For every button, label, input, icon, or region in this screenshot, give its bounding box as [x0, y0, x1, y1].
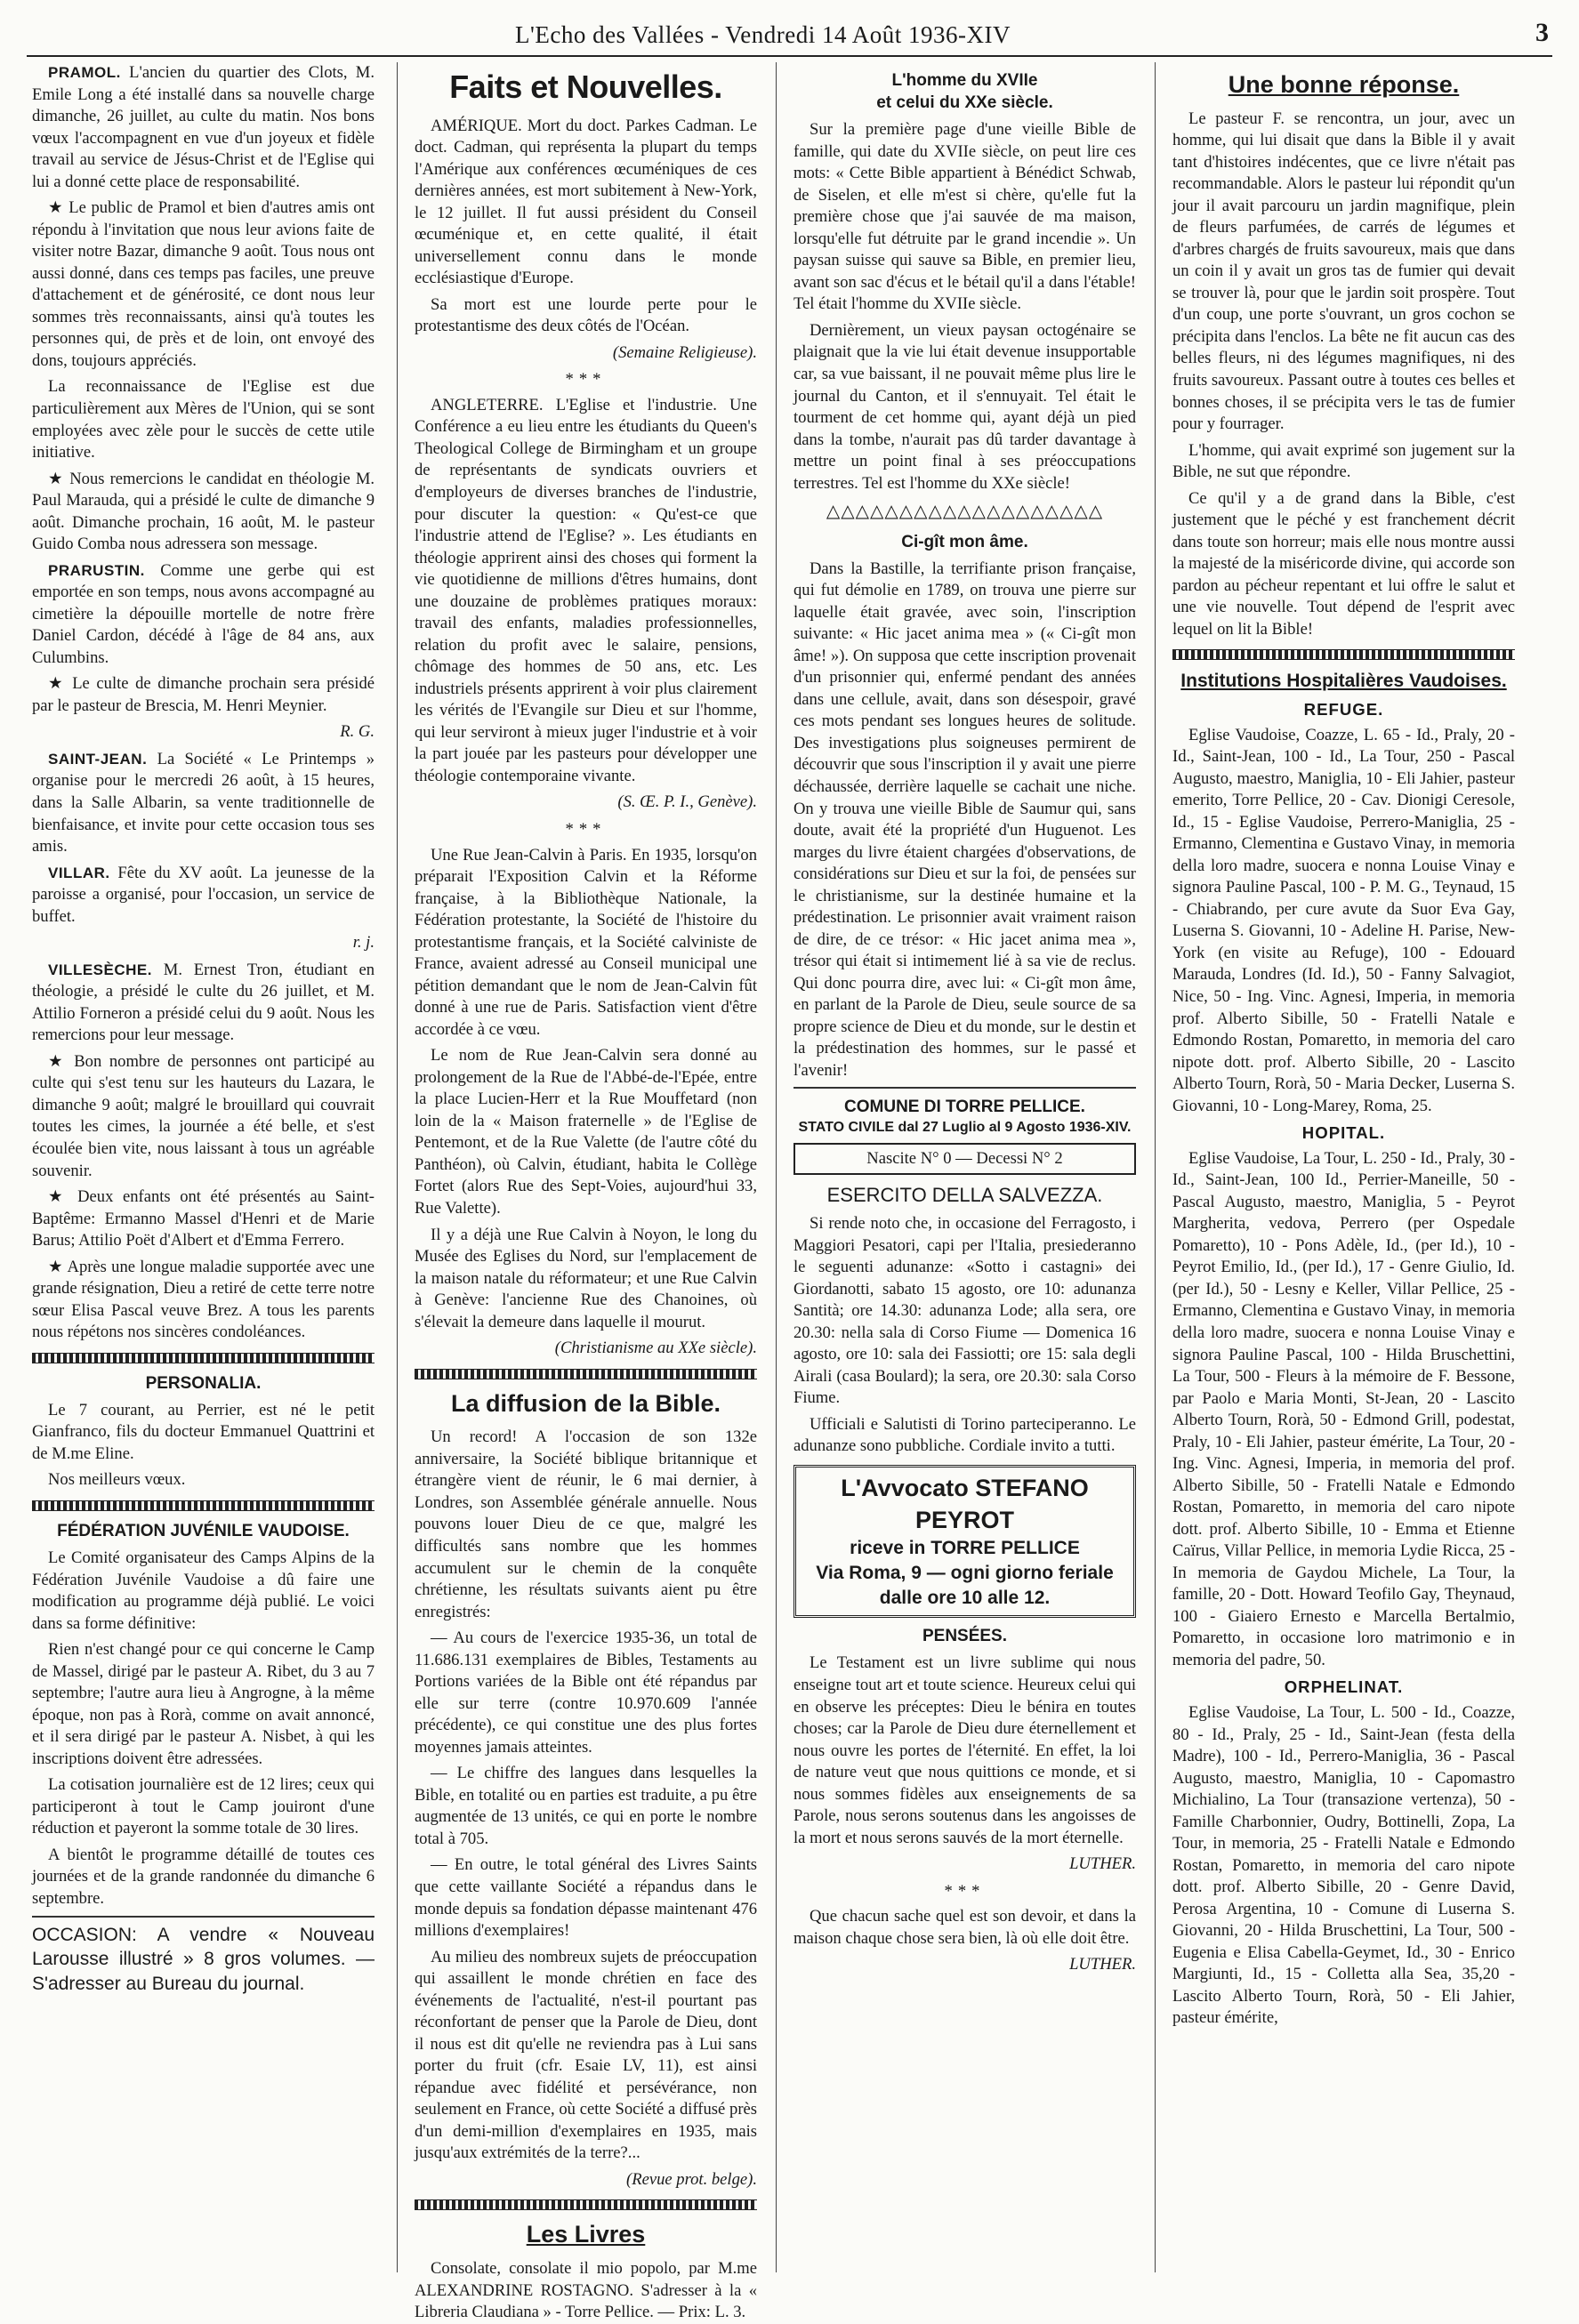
column-rule — [397, 62, 398, 2272]
pensees-text: Le Testament est un livre sublime qui nous enseigne tout art et toute science. Heureux celui qui en observe les préceptes: Dieu le bénira en toutes choses; car la Parole de Dieu dure éternellement et nous ouvre les portes de l'éternité. En effet, la loi de nature veut que nous quittions ce monde, et si nous sommes fidèles aux enseignements de sa Parole, nous serons soutenus dans les angoisses de la mort et nous serons sauvés de la mort éternelle. — [794, 1653, 1136, 1847]
reponse-text: L'homme, qui avait exprimé son jugement sur la Bible, ne sut que répondre. — [1172, 440, 1515, 482]
news-text: Comme une gerbe qui est emportée en son temps, nous avons accompagné au cimetière la dépouille mortelle de notre frère Daniel Cardon, décédé à l'âge de 84 ans, aux Culumbins. — [32, 560, 375, 667]
federation-text: Le Comité organisateur des Camps Alpins de la Fédération Juvénile Vaudoise a dû faire une modification au programme déjà publié. Le voici dans sa forme définitive: — [32, 1548, 375, 1633]
villeseche-news — [32, 960, 375, 1344]
amerique-text: AMÉRIQUE. Mort du doct. Parkes Cadman. Le doct. Cadman, qui représenta la plupart du temps l'Amérique aux conférences œcuméniques de ces dernières années, est mort subitement à New-York, le 12 juillet. Il fut aussi président du Conseil œcuménique et, en cette qualité, il était universellement connu dans le monde ecclésiastique d'Europe. — [415, 116, 757, 288]
reponse-heading: Une bonne réponse. — [1228, 71, 1460, 98]
amerique-text: Sa mort est une lourde perte pour le protestantisme des deux côtés de l'Océan. — [415, 294, 757, 336]
ornamental-separator — [415, 2199, 757, 2210]
column-rule — [1155, 62, 1156, 2272]
refuge-list: Eglise Vaudoise, Coazze, L. 65 - Id., Praly, 20 - Id., Saint-Jean, 100 - Id., La Tour, 250 - Pascal Augusto, maestro, Maniglia, 10 - Eli Jahier, pasteur emerito, Torre Pellice, 20 - Cav. Dionigi Ceresole, Id., 15 - Eglise Vaudoise, Perrero-Maniglia, 25 - Ermanno, Clementina e Gustavo Vinay, in memoria della loro madre, suocera e nonna Louise Vinay e signora Pauline Pascal, 100 - P. M. G., Teynaud, 15 - Chiabrando, per cure avute da Suor Eva Gay, Luserna S. Giovanni, 10 - Adeline H. Parise, New-York (en visite au Refuge), 100 - Edouard Marauda, Londres (Id. Id.), 50 - Fanny Salvagiot, Nice, 50 - Ing. Vinc. Agnesi, Imperia, in memoria prof. Alberto Sibille, 50 - Fratelli Natale e Edmondo Rostan, Pomaretto, in memoria del caro nipote dott. prof. Alberto Sibille, 20 - Lascito Alberto Tourn, Rorà, 50 - Maria Decker, Luserna S. Giovanni, 10 - Long-Marey, Roma, 25. — [1172, 725, 1515, 1115]
divider — [32, 1916, 375, 1918]
stars-separator: *** — [565, 370, 607, 390]
diffusion-text: Un record! A l'occasion de son 132e anniversaire, la Société biblique britannique et étrangère vient de réunir, le 6 mai dernier, à Londres, son Assemblée générale annuelle. Nous pouvons louer Dieu de ce que, malgré les difficultés sans nombre que les hommes accumulent sur le chemin de la conquête chrétienne, les résultats suivants aient pu être enregistrés: — [415, 1427, 757, 1621]
ornamental-separator — [32, 1500, 375, 1511]
federation-text: Rien n'est changé pour ce qui concerne le Camp de Massel, dirigé par le pasteur A. Ribet, du 3 au 7 septembre; l'autre aura lieu à Angrogne, à la même époque, non pas à Rorà, comme on avait annoncé, et il sera dirigé par le pasteur A. Nisbet, à qui les inscriptions doivent être adressées. — [32, 1640, 375, 1768]
divider — [794, 1087, 1136, 1089]
diffusion-text: Au milieu des nombreux sujets de préoccupation qui assaillent le monde chrétien en face des événements de l'actualité, n'est-il pourtant pas réconfortant de penser que la Parole de Dieu, dont il nous est dit qu'elle ne reviendra pas à Lui sans porter du fruit (cfr. Esaie LV, 11), est ainsi répandue avec fidélité et persévérance, non seulement en France, où cette Société a diffusé près d'un demi-million d'exemplaires en 1935, mais jusqu'aux extrémités de la terre?... — [415, 1947, 757, 2163]
news-text: Fête du XV août. La jeunesse de la paroisse a organisé, pour l'occasion, un service de buffet. — [32, 863, 375, 926]
homme-text: Sur la première page d'une vieille Bible de famille, qui date du XVIIe siècle, on peut lire ces mots: « Cette Bible appartient à Bénédict Schwab, de Siselen, et elle m'est si chère, qu'elle fut la première chose que j'ai sauvée de ma maison, lorsqu'elle fut détruite par le grand incendie ». Un paysan suisse qui sauve sa Bible, en premier lieu, avant son sac d'écus et le bétail qu'il a dans l'étable! Tel était l'homme du XVIIe siècle. — [794, 120, 1136, 314]
livres-heading: Les Livres — [526, 2221, 646, 2248]
signature: r. j. — [352, 933, 375, 953]
nascite-box: Nascite N° 0 — Decessi N° 2 — [794, 1143, 1136, 1176]
newspaper-title: L'Echo des Vallées - Vendredi 14 Août 1936-XIV — [514, 21, 1011, 48]
place-name: VILLESÈCHE. — [48, 961, 152, 978]
rue-calvin-text: Le nom de Rue Jean-Calvin sera donné au prolongement de la Rue de l'Abbé-de-l'Epée, entre la place Lucien-Herr et la Rue Mouffetard (non loin de la « Maison fraternelle » de l'Eglise de Pentemont, et de la Rue Valette (de l'autre côté du Panthéon), où Calvin, étudiant, habita le Collège Fortet (alors Rue des Sept-Voies, aujourd'hui 33, Rue Valette). — [415, 1046, 757, 1218]
place-name: PRAMOL. — [48, 64, 121, 81]
signature: LUTHER. — [1069, 1854, 1136, 1874]
cigit-heading: Ci-gît mon âme. — [901, 532, 1028, 551]
hopital-heading: HOPITAL. — [1301, 1123, 1386, 1143]
occasion-ad: OCCASION: A vendre « Nouveau Larousse illustré » 8 gros volumes. — S'adresser au Bureau du journal. — [32, 1924, 375, 1994]
ad-line: riceve in TORRE PELLICE — [850, 1538, 1080, 1559]
hopital-list: Eglise Vaudoise, La Tour, L. 250 - Id., Praly, 30 - Id., Saint-Jean, 100 Id., Perrier-Maneille, 50 - Pascal Augusto, maestro, Maniglia, 5 - Peyrot Margherita, vedova, Perrero (per Ospedale Pomaretto), 10 - Pons Adèle, Id., (per Id.), 10 - Peyrot Emilio, Id., (per Id.), 17 - Genre Giulio, Id. (per Id.), 50 - Lesny e Keller, Villar Pellice, 25 - Ermanno, Clementina e Gustavo Vinay, in memoria della loro madre, suocera e nonna Louise Vinay e signora Pauline Pascal, 100 - Hilda Bruschettini, La Tour, 500 - Fleurs à la mémoire de F. Bessone, par Paolo e Maria Monti, St-Jean, 20 - Lascito Alberto Tourn, Rorà, 50 - Edmond Grill, podestat, Praly, 10 - Eli Jahier, pasteur émérite, La Tour, 20 - Ing. Vinc. Agnesi, Imperia, in memoria del prof. Alberto Sibille, 50 - Fratelli Natale e Edmondo Rostan, Pomaretto, in memoria del caro nipote dott. prof. Alberto Sibille, 10 - Emma et Etienne Caïrus, Villar Pellice, in memoria Lydie Ricca, 25 - In memoria de Gaydou Michele, La Tour, la famille, 20 - Dott. Howard Teofilo Gay, Theynaud, 100 - Giaiero Ernesto e Marcella Bertalmio, Pomaretto, in occasione loro matrimonio e in memoria del padre, 50. — [1172, 1148, 1515, 1669]
rue-calvin-text: Il y a déjà une Rue Calvin à Noyon, le long du Musée des Eglises du Nord, sur l'emplacement de la maison natale du réformateur; et une Rue Calvin à Genève: l'ancienne Rue des Chanoines, où s'élevait la demeure dans laquelle il mourut. — [415, 1225, 757, 1331]
comune-heading: COMUNE DI TORRE PELLICE. — [844, 1098, 1085, 1117]
personalia-heading: PERSONALIA. — [145, 1373, 262, 1393]
page-number: 3 — [1535, 18, 1549, 47]
masthead — [27, 16, 1552, 57]
news-text: ★ Le public de Pramol et bien d'autres amis ont répondu à l'invitation que nous leur avions faite de visiter notre Bazar, dimanche 9 août. Tous nous ont aussi donné, dans ces temps pas faciles, une preuve d'attachement et de générosité, ce dont nous leur sommes très reconnaissants, ainsi qu'à toutes les personnes qui, de près et de loin, ont envoyé des dons, toujours appréciés. — [32, 198, 375, 370]
news-text: ★ Bon nombre de personnes ont participé au culte qui s'est tenu sur les hauteurs du Lazara, le dimanche 9 août; malgré le brouillard qui couvrait toutes les cimes, la journée a été belle, et s'est écoulée bien vite, nous laissant à tous un agréable souvenir. — [32, 1051, 375, 1180]
pensees-heading: PENSÉES. — [922, 1627, 1008, 1646]
column-rule — [776, 62, 777, 2272]
ornamental-separator — [415, 1369, 757, 1379]
news-text: M. Ernest Tron, étudiant en théologie, a présidé le culte du 26 juillet, et M. Attilio Forneron a présidé celui du 9 août. Nous les remercions pour leur message. — [32, 960, 375, 1045]
ad-line: Via Roma, 9 — ogni giorno feriale — [816, 1562, 1114, 1583]
federation-heading: FÉDÉRATION JUVÉNILE VAUDOISE. — [57, 1521, 350, 1540]
reponse-text: Le pasteur F. se rencontra, un jour, avec un homme, qui lui disait que dans la Bible il y avait tant d'histoires indécentes, que ce livre n'était pas recommandable. Alors le pasteur lui répondit qu'un jour il avait parcouru un jardin magnifique, plein de fleurs parfumées, de carrés de légumes et d'arbres chargés de fruits savoureux, mais que dans un coin il y avait un gros tas de fumier qui devait se trouver là, pour que le jardin soit prospère. Tout d'un coup, une porte s'ouvrant, un gros cochon se précipita dans l'enclos. La bête ne fit aucun cas des belles fleurs, ni des légumes magnifiques, ni des fruits savoureux. Passant outre à toutes ces belles et bonnes choses, il se précipita vers le tas de fumier pour y fourrager. — [1172, 109, 1515, 434]
livres-text: Consolate, consolate il mio popolo, par M.me ALEXANDRINE ROSTAGNO. S'adresser à la « Libreria Claudiana » - Torre Pellice. — Prix: L. 3. — [415, 2259, 757, 2322]
place-name: VILLAR. — [48, 864, 110, 881]
news-text: ★ Deux enfants ont été présentés au Saint-Baptême: Ermanno Massel d'Henri et de Marie Barus; Attilio Poët d'Albert et d'Emma Ferrero. — [32, 1187, 375, 1250]
diffusion-heading: La diffusion de la Bible. — [450, 1389, 721, 1417]
news-text: L'ancien du quartier des Clots, M. Emile Long a été installé dans sa nouvelle charge dimanche, 26 juillet, au culte du matin. Nos bons vœux l'accompagnent en vue d'un joyeux et fidèle travail au service de Jésus-Christ et de l'Eglise qui lui a donné cette place de responsabilité. — [32, 63, 375, 191]
stars-separator: *** — [565, 819, 607, 839]
stars-separator: *** — [944, 1881, 986, 1901]
source-credit: (Revue prot. belge). — [626, 2169, 757, 2189]
saintjean-news — [32, 749, 375, 858]
news-text: ★ Nous remercions le candidat en théologie M. Paul Marauda, qui a présidé le culte de dimanche 9 août. Dimanche prochain, 16 août, M. le pasteur Guido Comba nous adressera son message. — [32, 469, 375, 554]
homme-subheading: et celui du XXe siècle. — [876, 93, 1053, 113]
faits-nouvelles-heading: Faits et Nouvelles. — [449, 68, 722, 105]
source-credit: (Semaine Religieuse). — [612, 342, 757, 362]
signature: LUTHER. — [1069, 1955, 1136, 1974]
reponse-text: Ce qu'il y a de grand dans la Bible, c'est justement que le péché y est franchement décrit dans toute son horreur; mais elle nous montre aussi la majesté de la miséricorde divine, qui accorde son pardon au pécheur repentant et lui offre le salut et une vie nouvelle. Tout dépend de l'esprit avec lequel on lit la Bible! — [1172, 488, 1515, 639]
esercito-heading: ESERCITO DELLA SALVEZZA. — [826, 1184, 1103, 1207]
diffusion-text: — Le chiffre des langues dans lesquelles la Bible, en totalité ou en parties est traduite, a pu être augmentée de 13 unités, ce qui en porte le nombre total à 705. — [415, 1764, 757, 1848]
orphelinat-list: Eglise Vaudoise, La Tour, L. 500 - Id., Coazze, 80 - Id., Praly, 25 - Id., Saint-Jean (festa della Madre), 100 - Id., Perrero-Maniglia, 36 - Pascal Augusto, maestro, Maniglia, 10 - Capomastro Michialino, La Tour (transazione vertenza), 50 - Famille Charbonnier, Oudry, Bottinelli, Zopa, La Tour, in memoria, 25 - Fratelli Natale e Edmondo Rostan, Pomaretto, in memoria del caro nipote dott. prof. Alberto Sibille, 20 - Genre David, Perosa Argentina, 10 - Comune di Luserna S. Giovanni, 20 - Hilda Bruschettini, La Tour, 500 - Eugenia e Elisa Cabella-Geymet, Id., 30 - Enrico Margiunti, Id., 15 - Colletta alla Sea, 35,20 - Lascito Alberto Tourn, Rorà, 50 - Eli Jahier, pasteur émérite, — [1172, 1703, 1515, 2028]
orphelinat-heading: ORPHELINAT. — [1284, 1677, 1404, 1697]
column-1 — [32, 62, 375, 2272]
pensees-text: Que chacun sache quel est son devoir, et dans la maison chaque chose sera bien, là où elle doit être. — [794, 1907, 1136, 1948]
ad-line: dalle ore 10 alle 12. — [879, 1587, 1051, 1608]
ornamental-separator — [1172, 649, 1515, 660]
diffusion-text: — Au cours de l'exercice 1935-36, un total de 11.686.131 exemplaires de Bibles, Testaments au Portions variées de la Bible ont été répandus par elle sur terre (contre 10.970.609 l'année précédente), ce qui constitue une des plus fortes moyennes jamais atteintes. — [415, 1628, 757, 1757]
esercito-text: Ufficiali e Salutisti di Torino parteciperanno. Le adunanze sono pubbliche. Cordiale invito a tutti. — [794, 1414, 1136, 1456]
homme-heading: L'homme du XVIIe — [891, 71, 1038, 90]
triangle-separator: △△△△△△△△△△△△△△△△△△△ — [826, 502, 1104, 522]
source-credit: (S. Œ. P. I., Genève). — [617, 792, 757, 812]
rue-calvin-text: Une Rue Jean-Calvin à Paris. En 1935, lorsqu'on préparait l'Exposition Calvin et la Réforme française, à la Bibliothèque Nationale, la Fédération protestante, la Société de l'histoire du protestantisme français, et la Société calviniste de France, avaient adressé au Conseil municipal une pétition demandant que le nom de Jean-Calvin fût donné à une rue de Paris. Satisfaction vient d'être accordée à ce vœu. — [415, 845, 757, 1039]
personalia-text: Nos meilleurs vœux. — [48, 1470, 186, 1490]
pramol-news — [32, 62, 375, 556]
federation-text: A bientôt le programme détaillé de toutes ces journées et de la grande randonnée du dimanche 6 septembre. — [32, 1845, 375, 1908]
news-text: La Société « Le Printemps » organise pour le mercredi 26 août, à 15 heures, dans la Salle Albarin, sa vente traditionnelle de bienfaisance, et invite pour cette occasion tous ses amis. — [32, 749, 375, 856]
peyrot-ad — [794, 1465, 1136, 1618]
signature: R. G. — [340, 722, 375, 742]
news-text: ★ Après une longue maladie supportée avec une grande résignation, Dieu a retiré de cette terre notre sœur Elisa Pascal veuve Brez. A tous les parents nous répétons nos sincères condoléances. — [32, 1257, 375, 1342]
column-4 — [1172, 62, 1515, 2272]
ornamental-separator — [32, 1353, 375, 1363]
cigit-text: Dans la Bastille, la terrifiante prison française, qui fut démolie en 1789, on trouva une pierre sur laquelle était gravée, avec soin, l'inscription suivante: « Hic jacet anima mea » (« Ci-gît mon âme! »). On supposa que cette inscription provenait d'un prisonnier qui, enfermé pendant des années dans une cellule, avait, dans son désespoir, gravé ces mots pendant ses longues heures de solitude. Des investigations plus soigneuses permirent de découvrir que sous l'inscription il y avait une pierre déchaussée, derrière laquelle se cachait une niche. On y trouva une vieille Bible de Saumur qui, sans doute, avait été la propriété d'un Huguenot. Les marges du livre étaient chargées d'observations, de considérations sur Dieu et sur la foi, de pensées sur le christianisme, sur la destinée humaine et la prédestination. Le prisonnier avait vraiment raison de dire, de ce trésor: « Hic jacet anima mea », trésor qui était si intimement lié à sa vie de reclus. Qui donc pourra dire, avec lui: « Ci-gît mon âme, en parlant de la Parole de Dieu, seule source de sa propre science de Dieu et du monde, sur le destin et la prédestination des hommes, sur le passé et l'avenir! — [794, 559, 1136, 1080]
homme-text: Dernièrement, un vieux paysan octogénaire se plaignait que la vie lui était devenue insupportable car, sa vue baissant, il ne pouvait même plus lire le journal du Canton, et il s'ennuyait. Tel était le tourment de cet homme qui, ayant déjà un pied dans la tombe, n'aurait pas dû tarder davantage à mettre un point final à ses préoccupations terrestres. Tel est l'homme du XXe siècle! — [794, 320, 1136, 493]
news-text: La reconnaissance de l'Eglise est due particulièrement aux Mères de l'Union, qui se sont employées avec zèle pour le succès de cette utile initiative. — [32, 377, 375, 462]
personalia-text: Le 7 courant, au Perrier, est né le petit Gianfranco, fils du docteur Emmanuel Quattrini et de M.me Eline. — [32, 1400, 375, 1463]
ad-line: L'Avvocato STEFANO PEYROT — [841, 1475, 1089, 1533]
stato-civile: STATO CIVILE dal 27 Luglio al 9 Agosto 1936-XIV. — [798, 1120, 1132, 1136]
source-credit: (Christianisme au XXe siècle). — [554, 1339, 757, 1358]
federation-text: La cotisation journalière est de 12 lires; ceux qui participeront à tout le Camp jouiront d'une réduction et payeront la somme totale de 30 lires. — [32, 1775, 375, 1838]
prarustin-news — [32, 560, 375, 744]
column-2 — [415, 62, 757, 2322]
columns — [32, 62, 1555, 2322]
column-3 — [794, 62, 1136, 2272]
refuge-heading: REFUGE. — [1303, 700, 1384, 720]
institutions-heading: Institutions Hospitalières Vaudoises. — [1180, 671, 1507, 692]
place-name: PRARUSTIN. — [48, 561, 145, 579]
diffusion-text: — En outre, le total général des Livres Saints que cette vaillante Société a répandus dans le monde depuis sa fondation dépasse maintenant 476 millions d'exemplaires! — [415, 1855, 757, 1941]
esercito-text: Si rende noto che, in occasione del Ferragosto, i Maggiori Pesatori, capi per l'Italia, presiederanno le seguenti adunanze: «Sotto i castagni» dei Giordanotti, sabato 15 agosto, ore 10: adunanza Santità; ore 14.30: adunanza Lode; alla sera, ore 20.30: nella sala di Corso Fiume — Domenica 16 agosto, ore 10: sala dei Fassiotti; ore 15: sala degli Airali (casa Boulard); la sera, ore 20.30: sala Corso Fiume. — [794, 1214, 1136, 1408]
news-text: ★ Le culte de dimanche prochain sera présidé par le pasteur de Brescia, M. Henri Meynier. — [32, 674, 375, 715]
villar-news — [32, 863, 375, 954]
place-name: SAINT-JEAN. — [48, 750, 148, 768]
angleterre-text: ANGLETERRE. L'Eglise et l'industrie. Une Conférence a eu lieu entre les étudiants du Queen's Theological College de Birmingham et un groupe de représentants de syndicats ouvriers et d'employeurs de diverses branches de l'industrie, pour discuter la question: « Qu'est-ce que l'industrie attend de l'Eglise? ». Les étudiants en théologie apprirent ainsi des choses qui forment la vie quotidienne de millions d'êtres humains, dont une douzaine de problèmes pratiques moraux: travail des enfants, maladies professionnelles, relation du profit avec le salaire, pensions, chômage des hommes de 50 ans, etc. Les industriels présents apprirent à voir plus clairement les vérités de l'Evangile sur Dieu et sur l'homme, qui leur serviront à mieux juger l'industrie et à voir la part jouée par les pasteurs pour développer une théologie contemporaine vivante. — [415, 395, 757, 785]
